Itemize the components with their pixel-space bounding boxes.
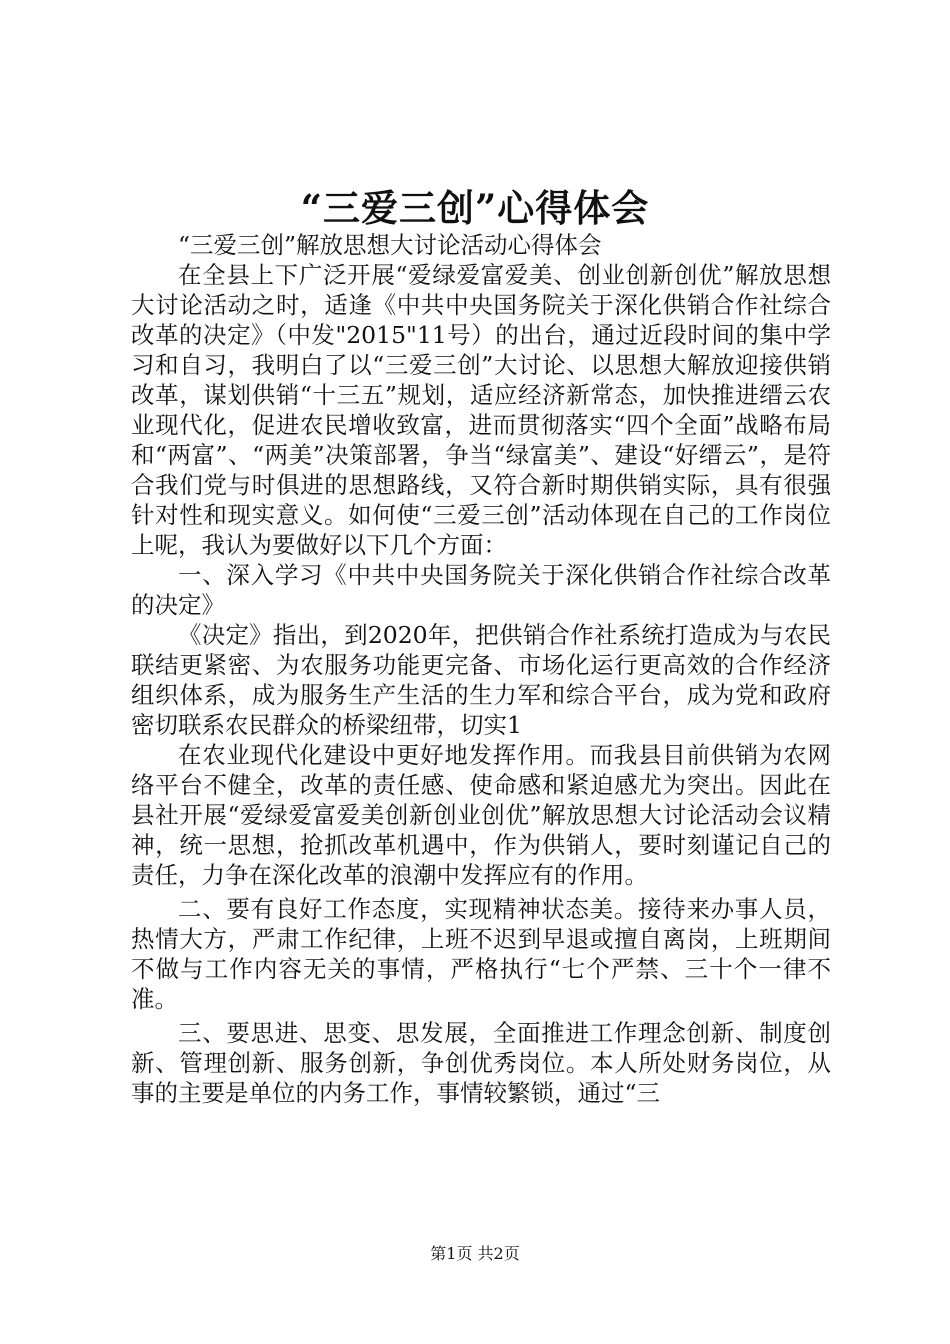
paragraph-intro: 在全县上下广泛开展“爱绿爱富爱美、创业创新创优”解放思想大讨论活动之时，适逢《中共中央国务院关于深化供销合作社综合改革的决定》（中发"2015"11号）的出台，通过近段时间的集中学习和自习，我明白了以“三爱三创”大讨论、以思想大解放迎接供销改革，谋划供销“十三五”规划，适应经济新常态，加快推进缙云农业现代化，促进农民增收致富，进而贯彻落实“四个全面”战略布局和“两富”、“两美”决策部署，争当“绿富美”、建设“好缙云”，是符合我们党与时俱进的思想路线，又符合新时期供销实际，具有很强针对性和现实意义。如何使“三爱三创”活动体现在自己的工作岗位上呢，我认为要做好以下几个方面： bbox=[131, 261, 831, 559]
page-footer: 第1页 共2页 bbox=[430, 1244, 520, 1263]
paragraph-heading-1: 一、深入学习《中共中央国务院关于深化供销合作社综合改革的决定》 bbox=[131, 561, 831, 619]
paragraph-heading-2: 二、要有良好工作态度，实现精神状态美。接待来办事人员，热情大方，严肃工作纪律，上班不迟到早退或擅自离岗，上班期间不做与工作内容无关的事情，严格执行“七个严禁、三十个一律不准。 bbox=[131, 895, 831, 1013]
paragraph-decision: 《决定》指出，到2020年，把供销合作社系统打造成为与农民联结更紧密、为农服务功能更完备、市场化运行更高效的合作经济组织体系，成为服务生产生活的生力军和综合平台，成为党和政府密切联系农民群众的桥梁纽带，切实1 bbox=[131, 621, 831, 739]
paragraph-modernization: 在农业现代化建设中更好地发挥作用。而我县目前供销为农网络平台不健全，改革的责任感、使命感和紧迫感尤为突出。因此在县社开展“爱绿爱富爱美创新创业创优”解放思想大讨论活动会议精神，统一思想，抢抓改革机遇中，作为供销人，要时刻谨记自己的责任，力争在深化改革的浪潮中发挥应有的作用。 bbox=[131, 741, 831, 889]
document-body bbox=[131, 230, 831, 1108]
document-title: “三爱三创”心得体会 bbox=[300, 186, 650, 230]
paragraph-heading-3: 三、要思进、思变、思发展，全面推进工作理念创新、制度创新、管理创新、服务创新，争创优秀岗位。本人所处财务岗位，从事的主要是单位的内务工作，事情较繁锁，通过“三 bbox=[131, 1019, 831, 1107]
paragraph-subtitle: “三爱三创”解放思想大讨论活动心得体会 bbox=[178, 231, 602, 259]
